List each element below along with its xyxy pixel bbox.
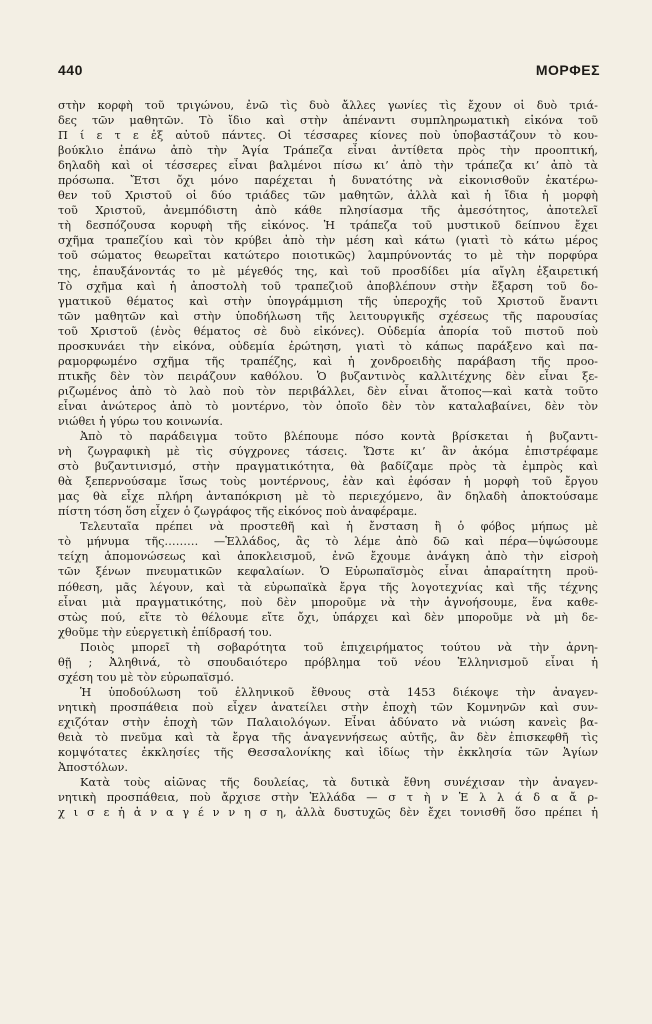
text-line: τὴ δεσπόζουσα κορυφὴ τῆς εἰκόνος. Ἡ τράπεζα τοῦ μυστικοῦ δείπνου ἔχει [58, 219, 598, 233]
text-line: δες τῶν μαθητῶν. Τὸ ἴδιο καὶ στὴν ἀπέναντι συμπληρωματικὴ εἰκόνα τοῦ [58, 114, 598, 128]
text-line: στὼς πού, εἴτε τὸ θέλουμε εἴτε ὄχι, ὑπάρχει καὶ δὲν μποροῦμε νὰ μὴ δε- [58, 610, 598, 624]
text-line: νητικὴ προσπάθεια ποὺ εἶχεν ἀνατείλει στὴν ἐποχὴ τῶν Κομνηνῶν καὶ συν- [58, 700, 598, 714]
text-line: πίστη τόση ὅση εἶχεν ὁ ζωγράφος τῆς εἰκόνος ποὺ ἀναφέραμε. [58, 505, 418, 519]
text-line: δηλαδὴ καὶ οἱ τέσσερες εἶναι βαλμένοι πίσω κι’ ἀπὸ τὴν τράπεζα κι’ ἀπὸ τὰ [58, 159, 598, 173]
text-line: Π ί ε τ ε ἐξ αὐτοῦ πάντες. Οἱ τέσσαρες κίονες ποὺ ὑποβαστάζουν τὸ κου- [58, 129, 598, 143]
text-line: τῶν μαθητῶν καὶ στὴν ὑποδήλωση τῆς λειτουργικῆς σχέσεως τῆς παρουσίας [58, 309, 598, 323]
text-line: θὰ ξεπερνούσαμε ἴσως τοὺς μοντέρνους, ἐὰν καὶ ἐφόσαν ἡ μορφὴ τοῦ ἔργου [58, 475, 598, 489]
text-line: σχέση του μὲ τὸν εὐρωπαϊσμό. [58, 670, 234, 684]
running-title: ΜΟΡΦΕΣ [535, 62, 600, 78]
text-line: θεν τοῦ Χριστοῦ οἱ δύο τριάδες τῶν μαθητῶν, ἀλλὰ καὶ ἡ ἴδια ἡ μορφὴ [58, 189, 598, 203]
text-line: νιώθει ἡ γύρω του κοινωνία. [58, 414, 224, 428]
page-number: 440 [58, 62, 83, 78]
text-line: τοῦ Χριστοῦ (ἑνὸς θέματος σὲ δυὸ εἰκόνες). Οὐδεμία ἀπορία τοῦ πιστοῦ ποὺ [58, 324, 598, 338]
text-line: στὸ βυζαντινισμό, στὴν πραγματικότητα, θὰ βαδίζαμε πρὸς τὰ ἐμπρὸς καὶ [58, 460, 598, 474]
text-line: μας θὰ εἶχε πλήρη ἀνταπόκριση μὲ τὸ περιεχόμενο, ἂν δηλαδὴ ἀποκτούσαμε [58, 490, 598, 504]
text-line: Τελευταῖα πρέπει νὰ προστεθῆ καὶ ἡ ἔνσταση ἢ ὁ φόβος μήπως μὲ [80, 520, 598, 534]
text-line: εἶναι ἀνώτερος ἀπὸ τὸ μοντέρνο, τὸν ὁποῖο δὲν τὸν καταλαβαίνει, δὲν τὸν [58, 399, 598, 413]
text-line: στὴν κορφὴ τοῦ τριγώνου, ἐνῶ τὶς δυὸ ἄλλες γωνίες τὶς ἔχουν οἱ δυὸ τριά- [58, 99, 598, 112]
text-line: πτικῆς δὲν τὸν πειράζουν καθόλου. Ὁ βυζαντινὸς καλλιτέχνης δὲν εἶναι ξε- [58, 369, 598, 383]
text-line: σχῆμα τραπεζίου καὶ τὸν κρύβει ἀπὸ τὴν μέση καὶ κάτω (γιατὶ τὸ κάτω μέρος [58, 234, 598, 248]
text-line: τὸ μήνυμα τῆς……… —Ἑλλάδος, ἂς τὸ λέμε ἀπὸ δῶ καὶ πέρα—ὑψώσουμε [58, 535, 598, 549]
text-line: νὴ ζωγραφικὴ μὲ τὶς σύγχρονες τάσεις. Ὥστε κι’ ἂν ἀκόμα ἐπιστρέφαμε [58, 445, 598, 459]
text-line: πόθεση, μᾶς λέγουν, καὶ τὰ εὐρωπαϊκὰ ἔργα τῆς λογοτεχνίας καὶ τῆς τέχνης [58, 580, 598, 594]
text-line: εχιζόταν στὴν ἐποχὴ τῶν Παλαιολόγων. Εἶναι ἀδύνατο νὰ νιώση κανεὶς βα- [58, 715, 598, 729]
text-line: Ἀπὸ τὸ παράδειγμα τοῦτο βλέπουμε πόσο κοντὰ βρίσκεται ἡ βυζαντι- [80, 430, 598, 444]
text-line: βούκλιο ἐπάνω ἀπὸ τὴν Ἁγία Τράπεζα εἶναι ἀντίθετα πρὸς τὴν προοπτική, [58, 144, 598, 158]
text-line: Ἀποστόλων. [58, 761, 128, 775]
text-line: πρόσωπα. Ἔτσι ὄχι μόνο παρέχεται ἡ δυνατότης νὰ εἰκονισθοῦν ἑκατέρω- [58, 174, 598, 188]
text-line: νητικὴ προσπάθεια, ποὺ ἄρχισε στὴν Ἑλλάδα — σ τ ὴ ν Ἑ λ λ ά δ α ἄ ρ- [58, 791, 598, 805]
text-line: εἶναι μιὰ πραγματικότης, ποὺ δὲν μποροῦμε νὰ τὴν ἀγνοήσουμε, ἕνα καθε- [58, 595, 598, 609]
text-line: τοῦ σώματος θεωρεῖται κατώτερο ποιοτικῶς) λαμπρύνοντάς το μὲ τὴν πορφύρα [58, 249, 598, 263]
text-line: προσκυνάει τὴν εἰκόνα, οὐδεμία ἐρώτηση, γιατὶ τὸ κάπως παράξενο καὶ πα- [58, 339, 598, 353]
text-line: τῶν ξένων πνευματικῶν κεφαλαίων. Ὁ Εὐρωπαϊσμὸς εἶναι ἀπαραίτητη προϋ- [58, 565, 598, 579]
text-line: γματικοῦ θέματος καὶ στὴν ὑπογράμμιση τῆς ὑπεροχῆς τοῦ Χριστοῦ ἔναντι [58, 294, 598, 308]
page-header [58, 62, 600, 78]
text-line: κομψότατες ἐκκλησίες τῆς Θεσσαλονίκης καὶ ἰδίως τὴν ἐκκλησία τῶν Ἁγίων [58, 746, 598, 760]
text-line: Ἡ ὑποδούλωση τοῦ ἑλληνικοῦ ἔθνους στὰ 1453 διέκοψε τὴν ἀναγεν- [80, 685, 598, 699]
text-line: χθοῦμε τὴν εὐεργετικὴ ἐπίδρασή του. [58, 625, 273, 639]
text-line: θειὰ τὸ πνεῦμα καὶ τὰ ἔργα τῆς ἀναγεννήσεως αὐτῆς, ἂν δὲν ἐπισκεφθῆ τὶς [58, 730, 598, 744]
text-line: τοῦ Χριστοῦ, ἀνεμπόδιστη ἀπὸ κάθε πλησίασμα τῆς ἀμεσότητος, ἀποτελεῖ [58, 204, 598, 218]
text-line: Κατὰ τοὺς αἰῶνας τῆς δουλείας, τὰ δυτικὰ ἔθνη συνέχισαν τὴν ἀναγεν- [80, 776, 598, 790]
text-line: Τὸ σχῆμα καὶ ἡ ἀποστολὴ τοῦ τραπεζιοῦ ἀποβλέπουν στὴν ἔξαρση τοῦ δο- [58, 279, 598, 293]
text-line: θῇ ; Ἀληθινά, τὸ σπουδαιότερο πρόβλημα τοῦ νέου Ἑλληνισμοῦ εἶναι ἡ [58, 655, 598, 669]
text-line: τείχη ἀπομονώσεως καὶ ἀποκλεισμοῦ, ἐνῶ ἔχουμε ἀνάγκη ἀπὸ τὴν εἰσροὴ [58, 550, 598, 564]
text-line: Ποιὸς μπορεῖ τὴ σοβαρότητα τοῦ ἐπιχειρήματος τούτου νὰ τὴν ἀρνη- [80, 640, 598, 654]
text-line: της, ἐπαυξάνοντάς το μὲ μέγεθός της, καὶ τοῦ προσδίδει μία αἴγλη ἐξαιρετική [58, 264, 598, 278]
body-text [58, 98, 598, 820]
text-line: ριζωμένος ἀπὸ τὸ λαὸ ποὺ τὸν περιβάλλει, δὲν εἶναι ἄτοπος—καὶ κατὰ τοῦτο [58, 384, 598, 398]
text-line: ραμορφωμένο σχῆμα τῆς τραπέζης, καὶ ἡ χονδροειδὴς παράβαση τῆς προο- [58, 354, 598, 368]
text-line: χ ι σ ε ἡ ἀ ν α γ έ ν ν η σ η, ἀλλὰ δυστυχῶς δὲν ἔχει τονισθῆ ὅσο πρέπει ἡ [58, 806, 598, 820]
